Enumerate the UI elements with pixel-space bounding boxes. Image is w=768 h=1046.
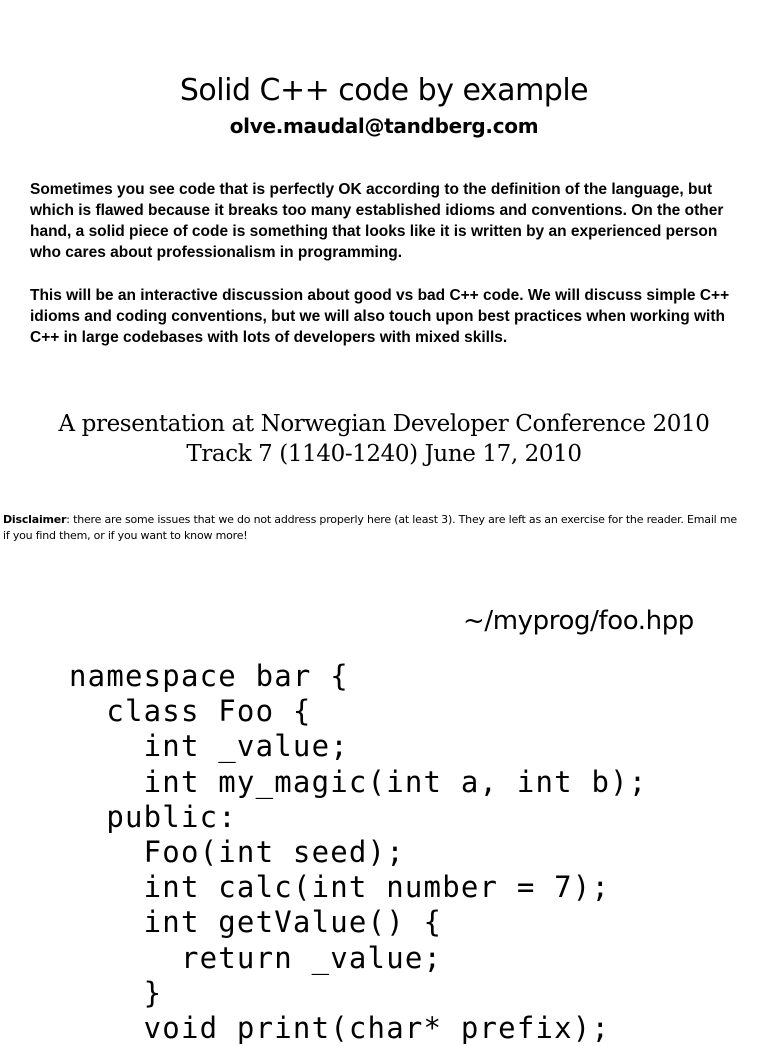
conference-title: A presentation at Norwegian Developer Conference 2010	[58, 411, 710, 437]
file-path: ~/myprog/foo.hpp	[463, 606, 694, 636]
code-line: namespace bar {	[69, 659, 349, 693]
code-line: int my_magic(int a, int b);	[69, 764, 648, 799]
abstract-paragraph: This will be an interactive discussion about good vs bad C++ code. We will discuss simple C++ idioms and coding conventions, but we will also touch upon best practices when working with C++ in large codebases with lots of developers with mixed skills.	[30, 287, 730, 346]
code-line: void print(char* prefix);	[69, 1010, 611, 1045]
code-block	[69, 659, 647, 1046]
conference-track: Track 7 (1140-1240) June 17, 2010	[186, 441, 582, 467]
code-line: int _value;	[69, 729, 349, 764]
code-line: }	[69, 975, 163, 1010]
author-email: olve.maudal@tandberg.com	[229, 114, 539, 138]
code-line: int getValue() {	[69, 905, 443, 940]
disclaimer	[3, 512, 743, 544]
code-line: public:	[69, 799, 237, 834]
code-line: Foo(int seed);	[69, 834, 405, 869]
disclaimer-label: Disclaimer	[3, 513, 67, 526]
code-line: int calc(int number = 7);	[69, 870, 611, 905]
disclaimer-text: : there are some issues that we do not address properly here (at least 3). They are left as an exercise for the reader. Email me if you find them, or if you want to know more!	[3, 513, 737, 542]
abstract-paragraph: Sometimes you see code that is perfectly OK according to the definition of the language, but which is flawed because it breaks too many established idioms and conventions. On the other hand, a solid piece of code is something that looks like it is written by an experienced person who cares about professionalism in programming.	[30, 181, 724, 261]
code-line: return _value;	[69, 940, 443, 975]
code-line: class Foo {	[69, 694, 312, 729]
page-title: Solid C++ code by example	[179, 73, 589, 108]
